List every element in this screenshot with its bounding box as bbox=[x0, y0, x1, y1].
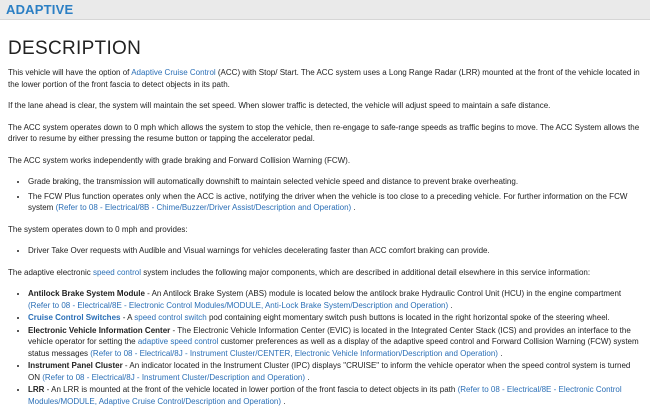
header-bar bbox=[0, 0, 650, 20]
p6-post: system includes the following major components, which are described in additional detail elsewhere in this service information: bbox=[140, 267, 591, 277]
list-braking-fcw bbox=[8, 176, 642, 214]
paragraph-lane-clear: If the lane ahead is clear, the system will maintain the set speed. When slower traffic is detected, the vehicle will adjust speed to maintain a safe distance. bbox=[8, 101, 551, 110]
ccs-text-post: pod containing eight momentary switch push buttons is located in the right horizontal spoke of the steering wheel. bbox=[206, 313, 610, 322]
component-name-evic: Electronic Vehicle Information Center bbox=[28, 325, 171, 335]
abs-text: - An Antilock Brake System (ABS) module is located below the antilock brake Hydraulic Control Unit (HCU) in the engine compartment bbox=[144, 289, 622, 298]
link-ref-chime-buzzer[interactable]: (Refer to 08 - Electrical/8B - Chime/Buzzer/Driver Assist/Description and Operation) bbox=[55, 203, 352, 212]
link-adaptive-cruise-control[interactable]: Adaptive Cruise Control bbox=[131, 68, 216, 77]
p6-pre: The adaptive electronic bbox=[8, 267, 93, 277]
evic-text-pre: - The Electronic Vehicle Information Center (EVIC) is located in the Integrated Center Stack (ICS) and provides an interface to the vehicle operator for setting the bbox=[28, 325, 631, 346]
p1-pre: This vehicle will have the option of bbox=[8, 68, 132, 77]
link-ref-lrr[interactable]: (Refer to 08 - Electrical/8E - Electronic Control Modules/MODULE, Adaptive Cruise Control/Description and Operation) bbox=[28, 385, 622, 406]
list-item-fcw-plus bbox=[28, 191, 642, 214]
lrr-text: - An LRR is mounted at the front of the vehicle located in lower portion of the front fascia to detect objects in its path bbox=[44, 385, 458, 394]
component-name-lrr: LRR bbox=[28, 385, 45, 394]
link-ref-evic[interactable]: (Refer to 08 - Electrical/8J - Instrument Cluster/CENTER, Electronic Vehicle Information/Description and Operation) bbox=[90, 348, 498, 358]
section-title: DESCRIPTION bbox=[8, 38, 142, 59]
fcw-pre: The FCW Plus function operates only when the ACC is active, notifying the driver when the vehicle is too close to a preceding vehicle. For further information on the FCW system bbox=[28, 191, 628, 212]
component-name-cruise-switches[interactable]: Cruise Control Switches bbox=[28, 313, 121, 322]
list-item-lrr bbox=[28, 384, 642, 407]
link-speed-control[interactable]: speed control bbox=[92, 267, 141, 277]
list-takeover bbox=[8, 245, 642, 257]
p1-post: (ACC) with Stop/ Start. The ACC system uses a Long Range Radar (LRR) mounted at the front of the vehicle located in the lower portion of the front fascia to detect objects in its path. bbox=[8, 68, 640, 89]
component-name-ipc: Instrument Panel Cluster bbox=[28, 361, 123, 370]
paragraph-provides: The system operates down to 0 mph and provides: bbox=[8, 224, 188, 234]
fcw-post: . bbox=[351, 203, 356, 212]
list-item-grade-braking: • Grade braking, the transmission will automatically downshift to maintain selected vehicle speed and distance to prevent brake overheating. bbox=[28, 176, 642, 188]
link-speed-control-switch[interactable]: speed control switch bbox=[134, 313, 207, 322]
component-name-abs: Antilock Brake System Module bbox=[28, 289, 145, 298]
evic-end: . bbox=[497, 348, 503, 358]
paragraph-components-intro bbox=[8, 267, 642, 279]
ipc-end: . bbox=[305, 372, 310, 382]
list-item-cruise-switches bbox=[28, 312, 642, 324]
paragraph-independent: The ACC system works independently with grade braking and Forward Collision Warning (FCW). bbox=[8, 155, 351, 165]
list-item-abs bbox=[28, 288, 642, 311]
content-area bbox=[0, 38, 650, 407]
list-components bbox=[8, 288, 642, 407]
ipc-text: - An indicator located in the Instrument Cluster (IPC) displays "CRUISE" to inform the vehicle operator when the speed control system is turned ON bbox=[28, 361, 631, 382]
list-item-ipc bbox=[28, 360, 642, 383]
link-ref-ipc[interactable]: (Refer to 08 - Electrical/8J - Instrument Cluster/Description and Operation) bbox=[42, 372, 306, 382]
list-item-takeover: • Driver Take Over requests with Audible and Visual warnings for vehicles decelerating faster than ACC comfort braking can provide. bbox=[28, 245, 642, 257]
list-item-evic bbox=[28, 325, 642, 360]
ccs-text-pre: - A bbox=[120, 313, 135, 322]
paragraph-stop-go: The ACC system operates down to 0 mph which allows the system to stop the vehicle, then re-engage to safe-range speeds as traffic begins to move. The ACC System allows the driver to resume by either pressing the resume button or tapping the accelerator pedal. bbox=[8, 122, 640, 143]
header-title: ADAPTIVE bbox=[6, 2, 74, 17]
paragraph-acc-intro bbox=[8, 67, 642, 90]
link-ref-abs[interactable]: (Refer to 08 - Electrical/8E - Electronic Control Modules/MODULE, Anti-Lock Brake System/Description and Operation) bbox=[28, 300, 449, 310]
link-adaptive-speed-control[interactable]: adaptive speed control bbox=[137, 337, 219, 346]
abs-end: . bbox=[448, 300, 453, 310]
evic-text-post: customer preferences as well as a display of the adaptive speed control and Forward Collision Warning (FCW) system status messages bbox=[28, 337, 639, 358]
lrr-end: . bbox=[281, 396, 286, 406]
